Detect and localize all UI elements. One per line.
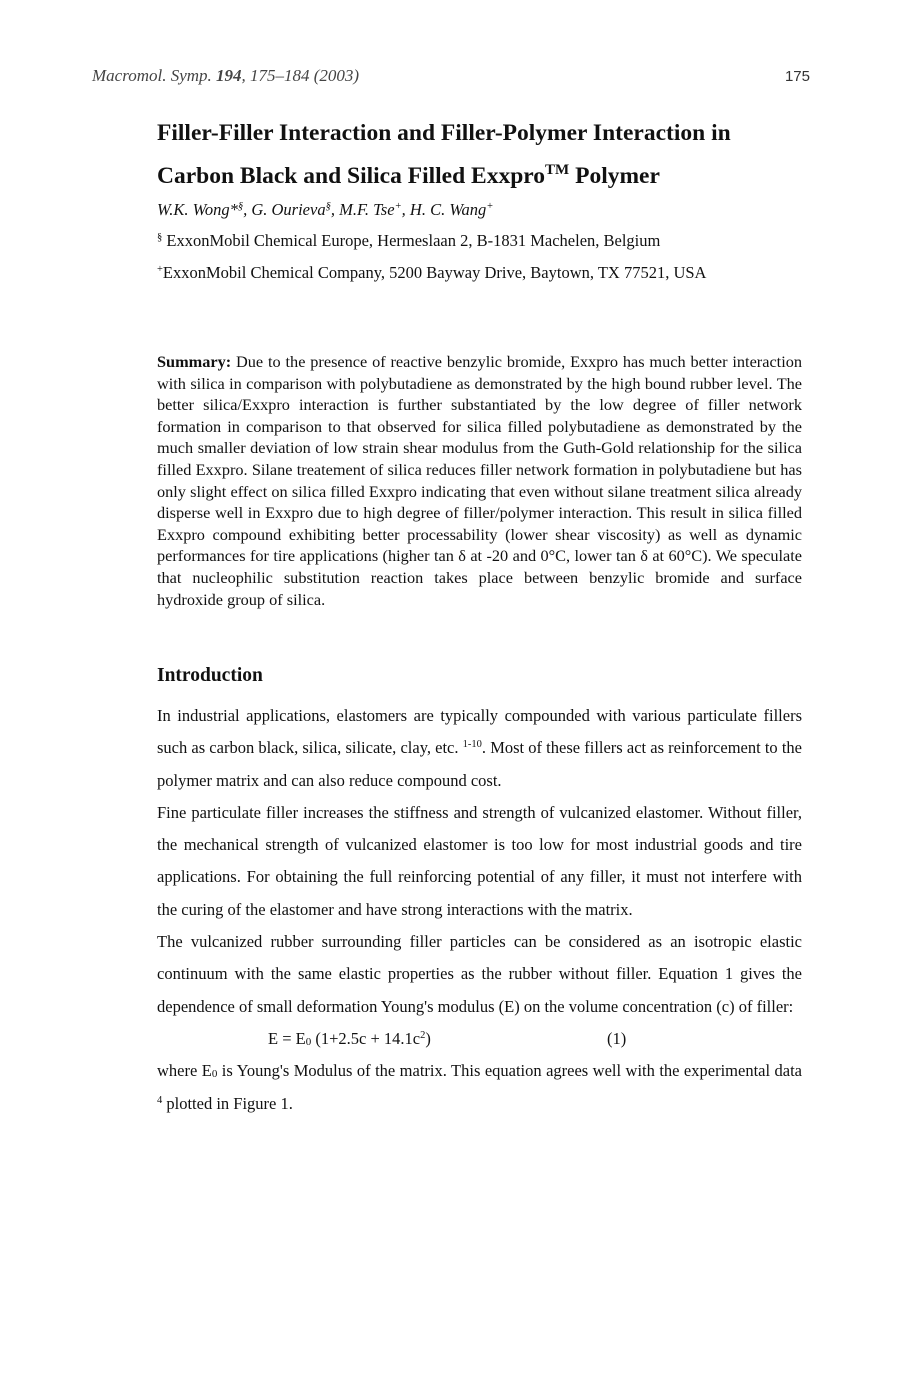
- equation-number: (1): [607, 1028, 627, 1048]
- citation-ref: 4: [157, 1094, 163, 1106]
- journal-citation: [92, 66, 359, 86]
- abstract-summary: [157, 351, 802, 610]
- citation-ref: 1-10: [462, 739, 482, 751]
- page-number: 175: [784, 68, 810, 85]
- affiliation-1: § ExxonMobil Chemical Europe, Hermeslaan 2, B-1831 Machelen, Belgium: [157, 231, 661, 250]
- intro-paragraph-2: Fine particulate filler increases the stiffness and strength of vulcanized elastomer. Without filler, the mechanical strength of vulcanized elastomer is too low for most industrial goods and tire applications. For obtaining the full reinforcing potential of any filler, it must not interfere with the curing of the elastomer and have strong interactions with the matrix.: [157, 802, 802, 919]
- title-line-1: Filler-Filler Interaction and Filler-Polymer Interaction in: [157, 120, 731, 146]
- journal-pages-year: , 175–184 (2003): [241, 66, 360, 85]
- title-line-2: Carbon Black and Silica Filled Exxpro™ Polymer: [157, 162, 660, 189]
- intro-paragraph-4: where $E_0$ is Young's Modulus of the matrix. This equation agrees well with the experimental data $^4$ plotted in Figure 1.: [157, 1061, 802, 1113]
- summary-label: Summary:: [157, 352, 232, 371]
- trademark-mark: TM: [545, 162, 570, 178]
- equation-1: [157, 1023, 802, 1055]
- affiliation-2: +ExxonMobil Chemical Company, 5200 Bayway Drive, Baytown, TX 77521, USA: [157, 263, 707, 282]
- journal-name: Macromol. Symp.: [92, 66, 217, 85]
- introduction-body: [157, 700, 802, 1120]
- intro-paragraph-1: In industrial applications, elastomers are typically compounded with various particulate fillers such as carbon black, silica, silicate, clay, etc. $^{1-10}$. Most of these fillers act as reinforcement to the polymer matrix and can also reduce compound cost.: [157, 706, 802, 790]
- summary-text: Due to the presence of reactive benzylic bromide, Exxpro has much better interaction with silica in comparison with polybutadiene as demonstrated by the high bound rubber level. The better silica/Exxpro interaction is further substantiated by the low degree of filler network formation in comparison to that observed for silica filled polybutadiene as demonstrated by the much smaller deviation of low strain shear modulus from the Guth-Gold relationship for the silica filled Exxpro. Silane treatement of silica reduces filler network formation in polybutadiene but has only slight effect on silica filled Exxpro indicating that even without silane treatment silica already disperse well in Exxpro due to high degree of filler/polymer interaction. This result in silica filled Exxpro compound exhibiting better processability (lower shear viscosity) as well as dynamic performances for tire applications (higher tan δ at -20 and 0°C, lower tan δ at 60°C). We speculate that nucleophilic substitution reaction takes place between benzylic bromide and surface hydroxide group of silica.: [157, 352, 802, 609]
- equation-body: $E = E_0$ $(1+2.5c + 14.1c^2)$: [268, 1028, 431, 1048]
- intro-paragraph-3: The vulcanized rubber surrounding filler particles can be considered as an isotropic elastic continuum with the same elastic properties as the rubber without filler. Equation 1 gives the dependence of small deformation Young's modulus (E) on the volume concentration (c) of filler:: [157, 932, 802, 1016]
- section-heading-introduction: Introduction: [157, 665, 263, 686]
- journal-volume: 194: [216, 66, 242, 85]
- author-list: W.K. Wong*§, G. Ourieva§, M.F. Tse+, H. C. Wang+: [157, 200, 494, 219]
- paper-title: [157, 112, 817, 198]
